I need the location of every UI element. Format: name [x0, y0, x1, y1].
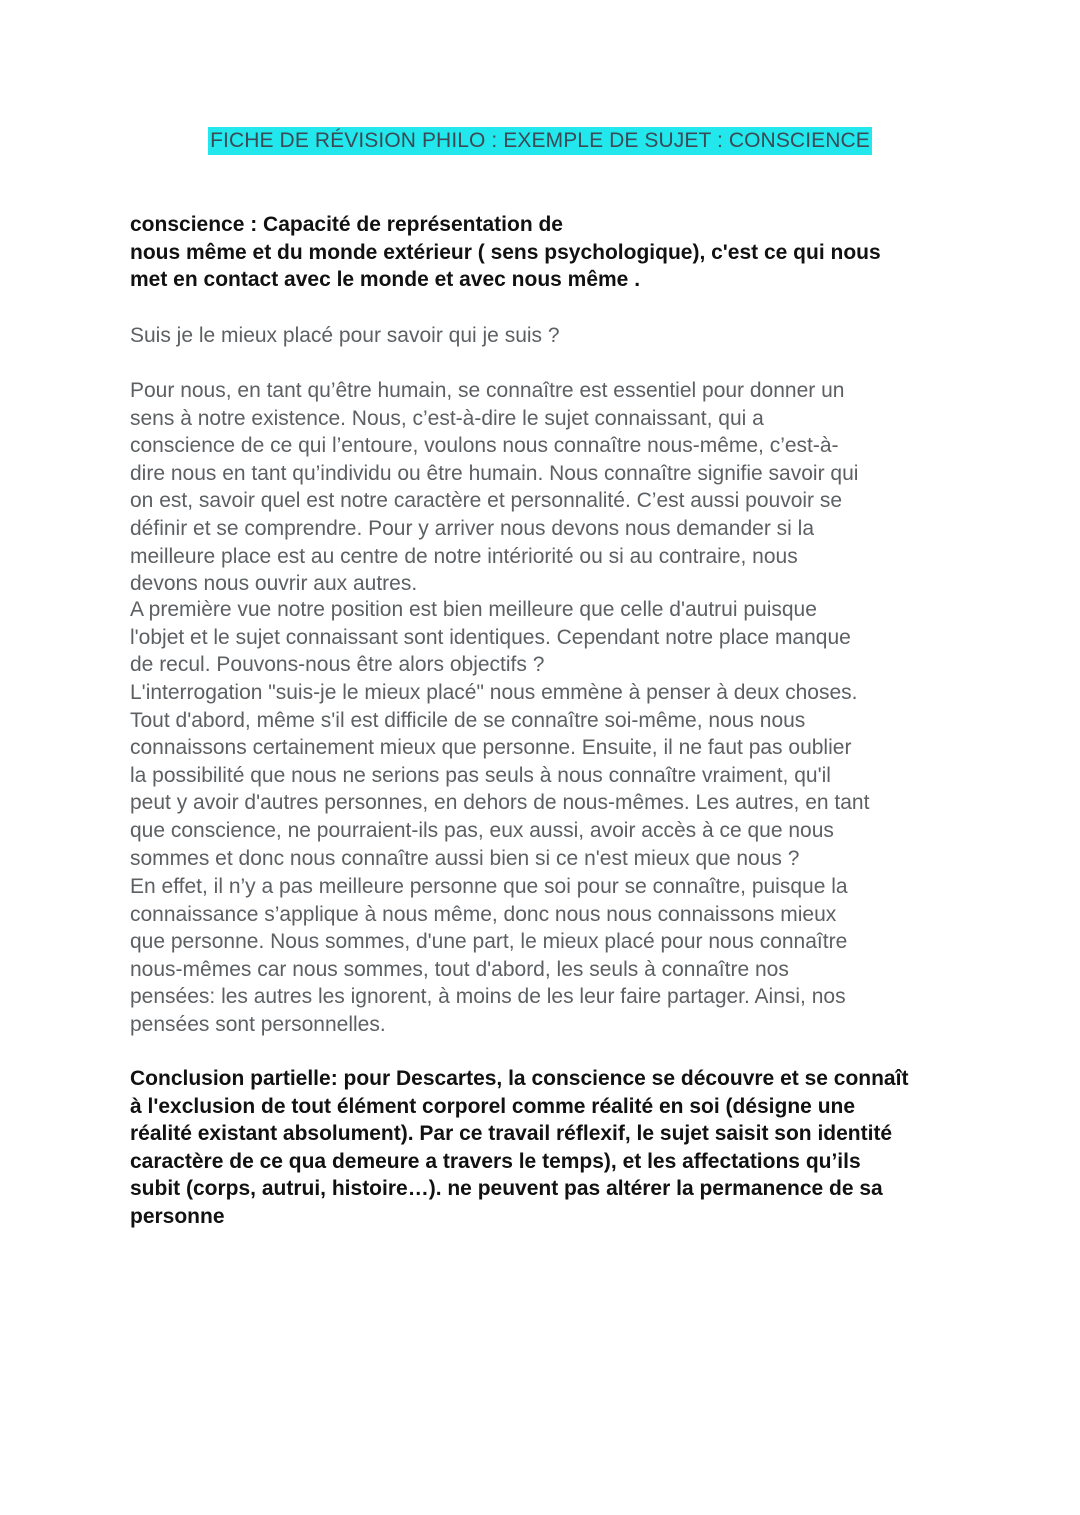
question-text: Suis je le mieux placé pour savoir qui je suis ?	[130, 324, 560, 347]
paragraph-line: Tout d'abord, même s'il est difficile de se connaître soi-même, nous nous	[130, 708, 806, 732]
conclusion-line: subit (corps, autrui, histoire…). ne peuvent pas altérer la permanence de sa	[130, 1177, 883, 1201]
paragraph-line: que conscience, ne pourraient-ils pas, eux aussi, avoir accès à ce que nous	[130, 818, 834, 842]
paragraph-line: sommes et donc nous connaître aussi bien si ce n'est mieux que nous ?	[130, 846, 800, 870]
definition-block	[130, 211, 960, 294]
definition-line: nous même et du monde extérieur ( sens psychologique), c'est ce qui nous	[130, 240, 881, 264]
paragraph-line: on est, savoir quel est notre caractère et personnalité. C’est aussi pouvoir se	[130, 489, 843, 513]
definition-line: conscience : Capacité de représentation de	[130, 213, 563, 236]
paragraph-line: connaissance s’applique à nous même, donc nous nous connaissons mieux	[130, 902, 837, 926]
paragraph-first-view	[130, 596, 960, 679]
paragraph-line: sens à notre existence. Nous, c’est-à-dire le sujet connaissant, qui a	[130, 406, 764, 430]
conclusion-line: réalité existant absolument). Par ce travail réflexif, le sujet saisit son identité	[130, 1122, 893, 1146]
paragraph-line: Pour nous, en tant qu’être humain, se connaître est essentiel pour donner un	[130, 379, 845, 402]
paragraph-line: pensées: les autres les ignorent, à moins de les leur faire partager. Ainsi, nos	[130, 985, 846, 1009]
conclusion-line: personne	[130, 1204, 225, 1228]
paragraph-line: dire nous en tant qu’individu ou être humain. Nous connaître signifie savoir qui	[130, 461, 859, 485]
paragraph-line: nous-mêmes car nous sommes, tout d'abord, les seuls à connaître nos	[130, 957, 789, 981]
paragraph-line: peut y avoir d'autres personnes, en dehors de nous-mêmes. Les autres, en tant	[130, 791, 870, 815]
paragraph-line: meilleure place est au centre de notre intériorité ou si au contraire, nous	[130, 544, 798, 568]
paragraph-in-effect	[130, 873, 960, 1039]
title-container	[0, 127, 1080, 155]
page-title: FICHE DE RÉVISION PHILO : EXEMPLE DE SUJET : CONSCIENCE	[208, 127, 872, 155]
paragraph-line: En effet, il n’y a pas meilleure personne que soi pour se connaître, puisque la	[130, 875, 848, 898]
paragraph-line: définir et se comprendre. Pour y arriver nous devons nous demander si la	[130, 516, 815, 540]
conclusion-line: caractère de ce qua demeure a travers le temps), et les affectations qu’ils	[130, 1149, 861, 1173]
subject-question	[130, 322, 960, 350]
paragraph-line: A première vue notre position est bien meilleure que celle d'autrui puisque	[130, 598, 817, 621]
paragraph-line: la possibilité que nous ne serions pas seuls à nous connaître vraiment, qu'il	[130, 763, 831, 787]
paragraph-line: pensées sont personnelles.	[130, 1012, 386, 1036]
definition-line: met en contact avec le monde et avec nous même .	[130, 268, 641, 291]
paragraph-line: conscience de ce qui l’entoure, voulons nous connaître nous-même, c’est-à-	[130, 434, 839, 458]
paragraph-line: devons nous ouvrir aux autres.	[130, 572, 418, 596]
partial-conclusion	[130, 1065, 960, 1231]
paragraph-line: l'objet et le sujet connaissant sont identiques. Cependant notre place manque	[130, 625, 851, 649]
paragraph-line: L'interrogation "suis-je le mieux placé" nous emmène à penser à deux choses.	[130, 681, 858, 704]
conclusion-line: à l'exclusion de tout élément corporel comme réalité en soi (désigne une	[130, 1094, 856, 1118]
conclusion-line: Conclusion partielle: pour Descartes, la conscience se découvre et se connaît	[130, 1067, 909, 1090]
paragraph-line: de recul. Pouvons-nous être alors objectifs ?	[130, 653, 545, 677]
paragraph-line: que personne. Nous sommes, d'une part, le mieux placé pour nous connaître	[130, 930, 848, 954]
paragraph-interrogation	[130, 679, 960, 872]
paragraph-introduction	[130, 377, 960, 598]
paragraph-line: connaissons certainement mieux que personne. Ensuite, il ne faut pas oublier	[130, 736, 852, 760]
